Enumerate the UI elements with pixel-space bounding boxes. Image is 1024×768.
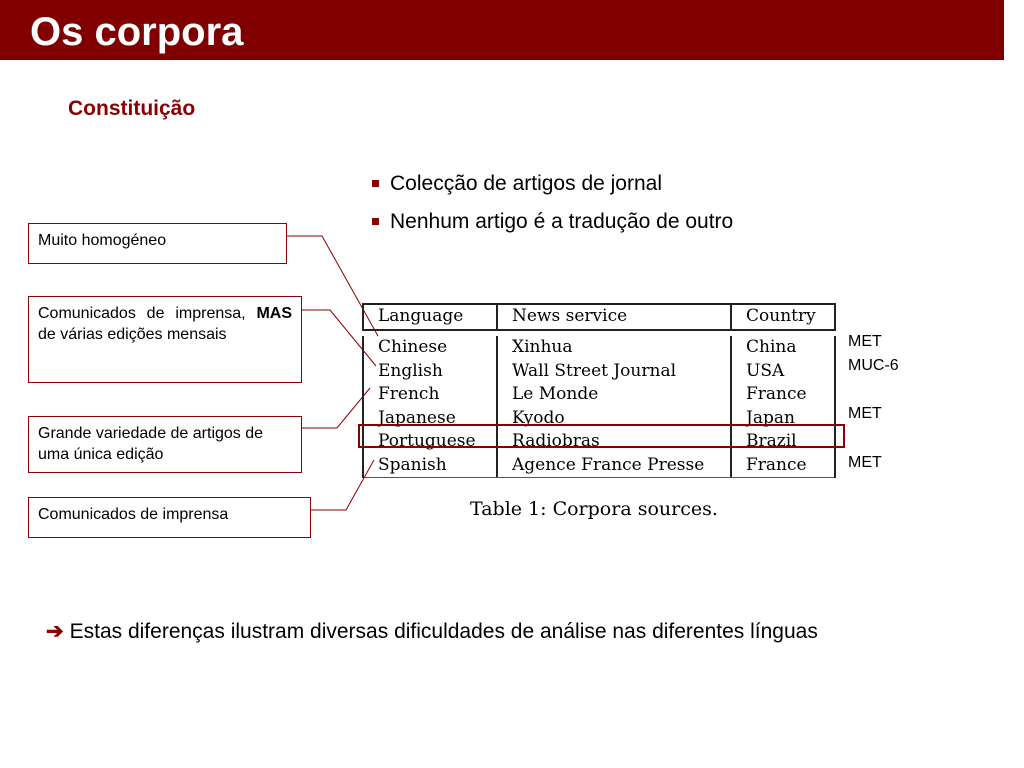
table-header-row [362,303,836,331]
table-body [362,336,836,478]
arrow-right-icon: ➔ [46,620,64,643]
bullet-text: Colecção de artigos de jornal [390,172,662,195]
corpus-tag: MUC-6 [848,357,899,374]
table-row [364,336,834,360]
callout-press-releases: Comunicados de imprensa [28,497,311,538]
table-cell: Portuguese [364,430,498,454]
table-cell: China [746,337,797,357]
table-cell: French [364,383,498,407]
corpus-tag: MET [848,405,882,422]
table-cell: English [364,360,498,384]
slide-subtitle: Constituição [68,97,196,120]
table-cell: Le Monde [498,383,732,407]
table-header-cell: News service [498,305,732,329]
table-cell: Radiobras [498,430,732,454]
table-row [364,360,834,384]
table-cell: Xinhua [498,336,732,360]
table-cell: Chinese [364,336,498,360]
table-cell: Japan [746,407,795,428]
callout-homogeneous: Muito homogéneo [28,223,287,264]
table-cell: Spanish [364,454,498,478]
slide-title: Os corpora [30,10,244,54]
table-cell: France [746,454,807,475]
table-header-cell: Country [746,306,816,326]
table-cell: Kyodo [498,407,732,431]
conclusion-text: Estas diferenças ilustram diversas dificuldades de análise nas diferentes línguas [69,620,818,643]
table-row [364,454,834,479]
callout-emphasis: MAS [256,305,292,322]
callout-text: Comunicados de imprensa, [38,305,246,322]
table-cell: Japanese [364,407,498,431]
callout-variety: Grande variedade de artigos de uma única edição [28,416,302,473]
portuguese-highlight-box [358,424,845,448]
callout-text: de várias edições mensais [38,326,227,343]
table-caption: Table 1: Corpora sources. [470,498,718,520]
connector-line-3 [302,388,370,428]
callout-press-releases-monthly [28,296,302,383]
corpus-tag: MET [848,333,882,350]
table-cell: France [746,384,807,404]
table-cell: Wall Street Journal [498,360,732,384]
table-cell: USA [746,360,785,381]
table-cell: Brazil [746,431,797,451]
corpora-table [362,303,836,478]
table-header-cell: Language [364,305,498,329]
corpus-tag: MET [848,454,882,471]
bullet-text: Nenhum artigo é a tradução de outro [390,210,734,233]
table-row [364,383,834,407]
conclusion [46,619,818,644]
table-cell: Agence France Presse [498,454,732,478]
